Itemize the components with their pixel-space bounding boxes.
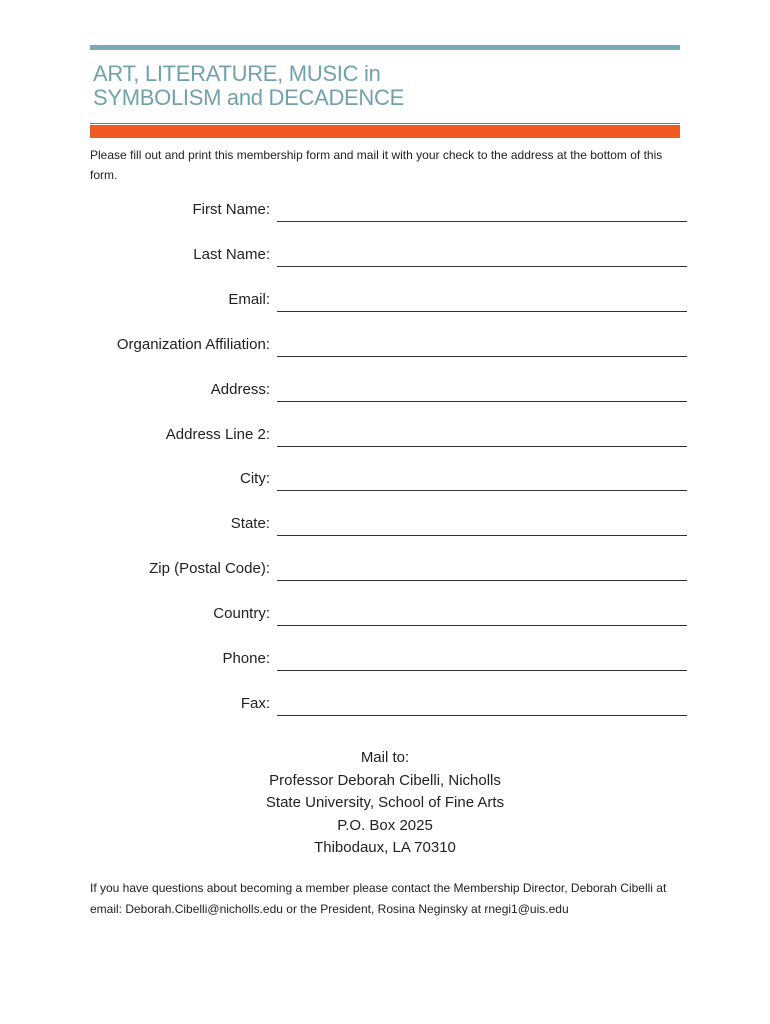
field-label-last-name: Last Name: [193,246,270,263]
field-label-organization: Organization Affiliation: [116,336,270,353]
header-thin-rule [90,123,680,124]
field-label-state: State: [230,515,270,532]
organization-field[interactable] [277,356,687,357]
mail-po-box: P.O. Box 2025 [337,816,433,834]
mail-city-state-zip: Thibodaux, LA 70310 [314,839,456,856]
field-label-fax: Fax: [240,695,270,712]
intro-text: Please fill out and print this membership form and mail it with your check to the address at the bottom of this form. [90,148,663,182]
phone-field[interactable] [277,670,687,671]
field-row-state [0,506,770,536]
header-top-rule [90,45,680,50]
mailing-address [0,747,770,860]
address-line-2-field[interactable] [277,446,687,447]
field-row-zip [0,551,770,581]
title-line-1: ART, LITERATURE, MUSIC in [93,61,381,86]
field-row-city [0,461,770,491]
first-name-field[interactable] [277,221,687,222]
field-row-first-name [0,192,770,222]
field-label-phone: Phone: [222,650,270,667]
field-row-email [0,282,770,312]
state-field[interactable] [277,535,687,536]
zip-field[interactable] [277,580,687,581]
field-label-city: City: [240,470,270,487]
contact-info: If you have questions about becoming a member please contact the Membership Director, Deborah Cibelli at email: Deborah.Cibelli@nicholls.edu or the President, Rosina Neginsky at rnegi1@uis.edu [90,881,667,916]
country-field[interactable] [277,625,687,626]
field-label-country: Country: [213,605,270,622]
address-field[interactable] [277,401,687,402]
field-row-phone [0,641,770,671]
field-row-address-line-2 [0,417,770,447]
mail-recipient: Professor Deborah Cibelli, Nicholls [269,771,501,789]
email-field[interactable] [277,311,687,312]
title-line-2: SYMBOLISM and DECADENCE [93,85,404,110]
mail-institution: State University, School of Fine Arts [265,794,505,811]
field-label-address-line-2: Address Line 2: [165,426,270,443]
fax-field[interactable] [277,715,687,716]
mail-to-label: Mail to: [360,749,410,766]
field-row-fax [0,686,770,716]
last-name-field[interactable] [277,266,687,267]
field-row-address [0,372,770,402]
field-row-country [0,596,770,626]
page-title [93,62,653,110]
header-orange-bar [90,125,680,138]
field-label-email: Email: [228,291,270,308]
field-label-address: Address: [210,381,270,398]
field-label-zip: Zip (Postal Code): [149,560,270,577]
field-row-organization [0,327,770,357]
city-field[interactable] [277,490,687,491]
field-row-last-name [0,237,770,267]
field-label-first-name: First Name: [192,201,270,218]
